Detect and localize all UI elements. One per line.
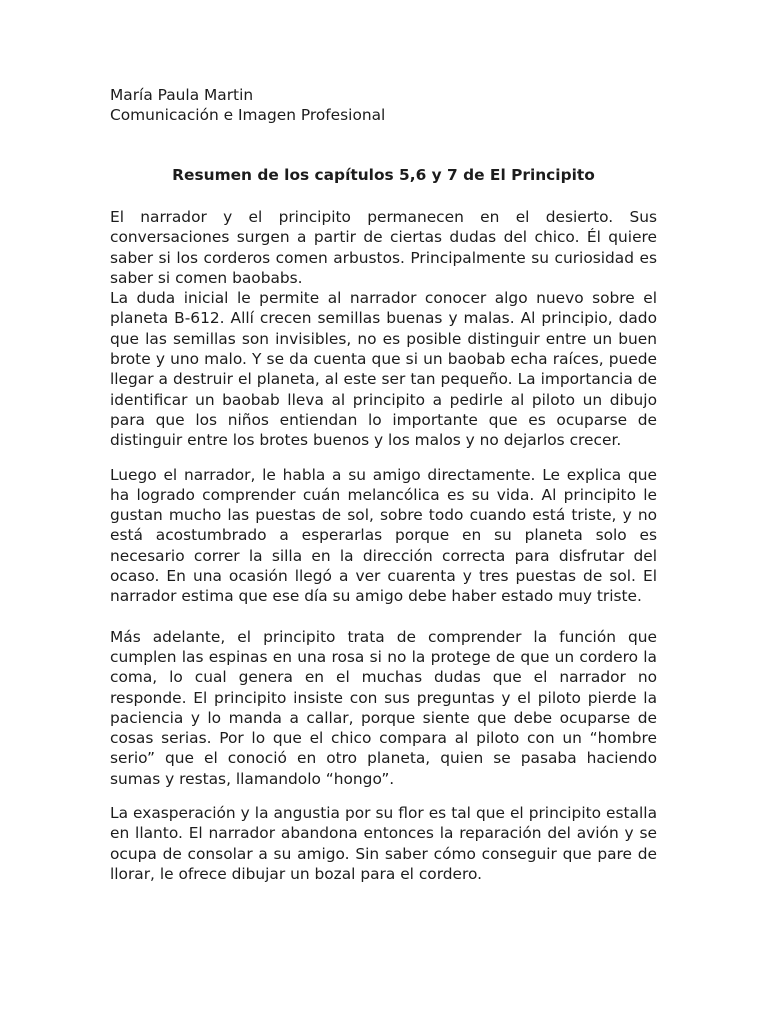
body-paragraph: Más adelante, el principito trata de comprender la función que cumplen las espinas en una rosa si no la protege de que un cordero la coma, lo cual genera en el muchas dudas que el narrador no responde. El principito insiste con sus preguntas y el piloto pierde la paciencia y lo manda a callar, porque siente que debe ocuparse de cosas serias. Por lo que el chico compara al piloto con un “hombre serio” que el conoció en otro planeta, quien se pasaba haciendo sumas y restas, llamandolo “hongo”.	[110, 627, 657, 788]
document-body	[110, 207, 657, 884]
author-name: María Paula Martin	[110, 86, 254, 104]
body-paragraph: El narrador y el principito permanecen en el desierto. Sus conversaciones surgen a partir de ciertas dudas del chico. Él quiere saber si los corderos comen arbustos. Principalmente su curiosidad es saber si comen baobabs.	[110, 208, 657, 287]
document-title: Resumen de los capítulos 5,6 y 7 de El Principito	[172, 166, 595, 184]
body-paragraph: La exasperación y la angustia por su flor es tal que el principito estalla en llanto. El narrador abandona entonces la reparación del avión y se ocupa de consolar a su amigo. Sin saber cómo conseguir que pare de llorar, le ofrece dibujar un bozal para el cordero.	[110, 804, 657, 883]
author-header	[110, 85, 657, 126]
body-paragraph: La duda inicial le permite al narrador conocer algo nuevo sobre el planeta B-612. Allí crecen semillas buenas y malas. Al principio, dado que las semillas son invisibles, no es posible distinguir entre un buen brote y uno malo. Y se da cuenta que si un baobab echa raíces, puede llegar a destruir el planeta, al este ser tan pequeño. La importancia de identificar un baobab lleva al principito a pedirle al piloto un dibujo para que los niños entiendan lo importante que es ocuparse de distinguir entre los brotes buenos y los malos y no dejarlos crecer.	[110, 289, 657, 450]
body-paragraph: Luego el narrador, le habla a su amigo directamente. Le explica que ha logrado comprender cuán melancólica es su vida. Al principito le gustan mucho las puestas de sol, sobre todo cuando está triste, y no está acostumbrado a esperarlas porque en su planeta solo es necesario correr la silla en la dirección correcta para disfrutar del ocaso. En una ocasión llegó a ver cuarenta y tres puestas de sol. El narrador estima que ese día su amigo debe haber estado muy triste.	[110, 465, 657, 606]
author-course: Comunicación e Imagen Profesional	[110, 106, 386, 125]
